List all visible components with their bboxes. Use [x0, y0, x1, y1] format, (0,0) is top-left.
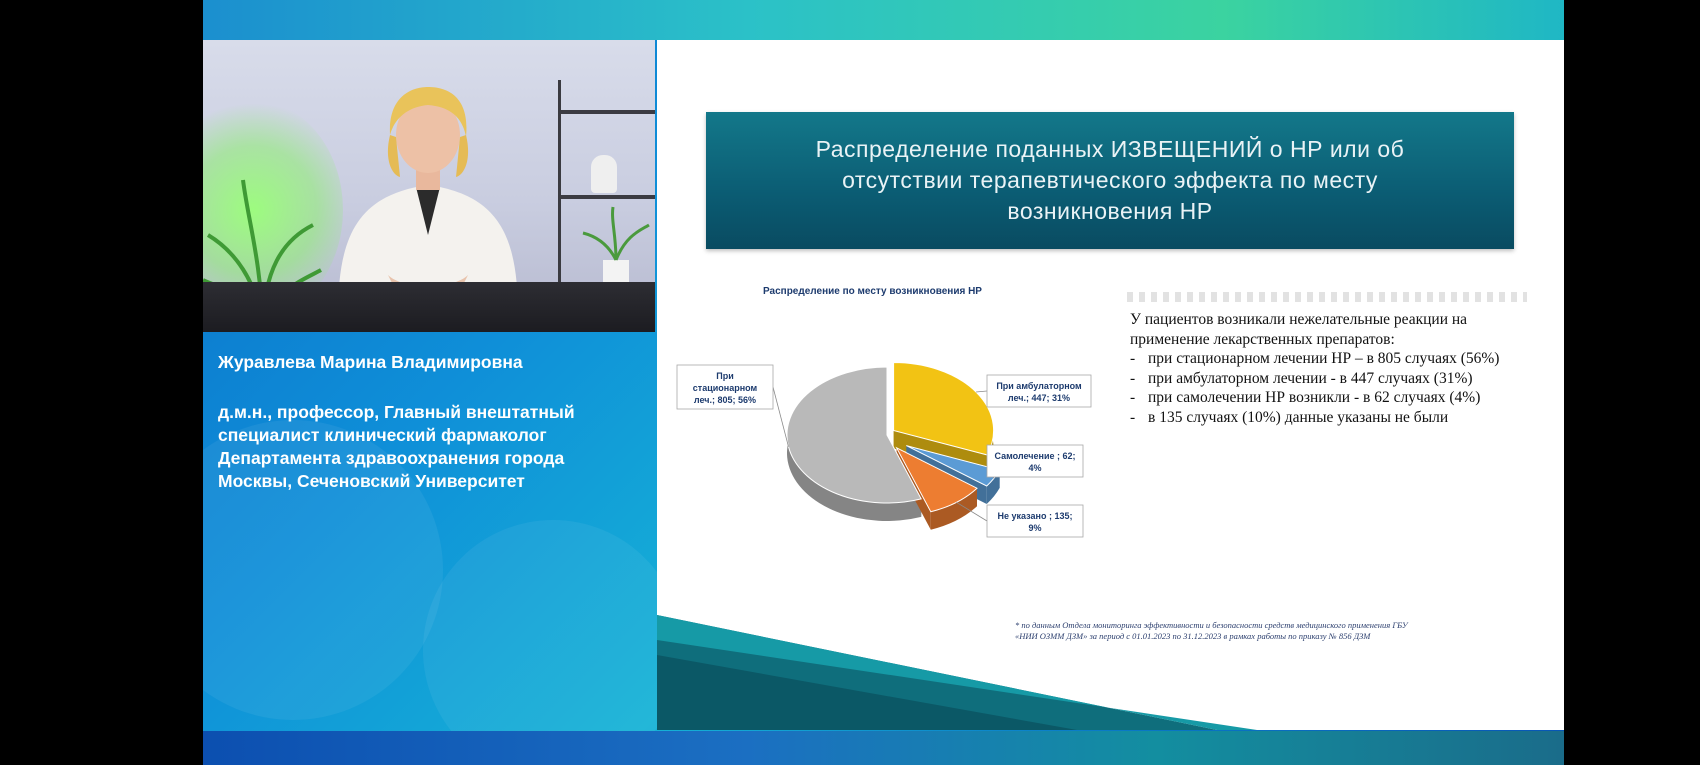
slide-corner-decoration: [657, 615, 1564, 730]
body-list-item: - при амбулаторном лечении - в 447 случаях (31%): [1130, 369, 1550, 389]
plant-right-icon: [581, 205, 651, 290]
pie-data-label: Самолечение ; 62;: [994, 451, 1076, 461]
body-list-item: - при стационарном лечении НР – в 805 случаях (56%): [1130, 349, 1550, 369]
pie-data-label: При амбулаторном: [996, 381, 1082, 391]
body-list-item: - при самолечении НР возникли - в 62 случаях (4%): [1130, 388, 1550, 408]
pie-data-label: стационарном: [692, 383, 758, 393]
presenter-video: [203, 40, 655, 332]
vase: [591, 155, 617, 193]
pie-chart: [657, 300, 1127, 600]
presenter-title: [218, 401, 638, 493]
presenter-name: Журавлева Марина Владимировна: [218, 352, 523, 372]
body-intro: У пациентов возникали нежелательные реакции на применение лекарственных препаратов:: [1130, 311, 1468, 348]
background-top-band: [203, 0, 1564, 40]
footnote-line: * по данным Отдела мониторинга эффективности и безопасности средств медицинского применения ГБУ: [1015, 620, 1408, 630]
slide-title-line: Распределение поданных ИЗВЕЩЕНИЙ о НР или об: [815, 136, 1405, 162]
shelf-board: [561, 110, 655, 114]
presenter-info: [218, 352, 638, 493]
pie-data-label: Не указано ; 135;: [997, 511, 1073, 521]
pie-leader-line: [773, 387, 789, 447]
presenter-title-line: специалист клинический фармаколог: [218, 425, 547, 445]
pie-data-label: 9%: [1028, 523, 1042, 533]
slide-title: [760, 134, 1460, 227]
body-list-item: - в 135 случаях (10%) данные указаны не были: [1130, 408, 1550, 428]
slide-title-banner: [706, 112, 1514, 249]
presenter-figure: [318, 65, 538, 315]
dotted-divider: [1127, 292, 1527, 302]
pie-data-label: 4%: [1028, 463, 1042, 473]
video-frame: [203, 0, 1564, 765]
presenter-title-line: Департамента здравоохранения города: [218, 448, 565, 468]
slide-title-line: возникновения НР: [1007, 198, 1213, 224]
footnote-line: «НИИ ОЗММ ДЗМ» за период с 01.01.2023 по 31.12.2023 в рамках работы по приказу № 856 ДЗМ: [1015, 631, 1371, 641]
pie-data-label: леч.; 447; 31%: [1007, 393, 1071, 403]
desk: [203, 282, 655, 332]
shelf: [558, 80, 655, 290]
background-decoration: [423, 520, 683, 765]
shelf-board: [561, 195, 655, 199]
presentation-slide: [657, 40, 1564, 730]
presenter-title-line: Москвы, Сеченовский Университет: [218, 471, 525, 491]
pie-data-label: леч.; 805; 56%: [693, 395, 757, 405]
pie-data-label: При: [716, 371, 734, 381]
slide-body-text: [1130, 310, 1550, 427]
pie-leader-line: [976, 391, 987, 392]
chart-title: Распределение по месту возникновения НР: [763, 286, 982, 297]
slide-title-line: отсутствии терапевтического эффекта по месту: [842, 167, 1378, 193]
background-bottom-band: [203, 731, 1564, 765]
presenter-title-line: д.м.н., профессор, Главный внештатный: [218, 402, 575, 422]
